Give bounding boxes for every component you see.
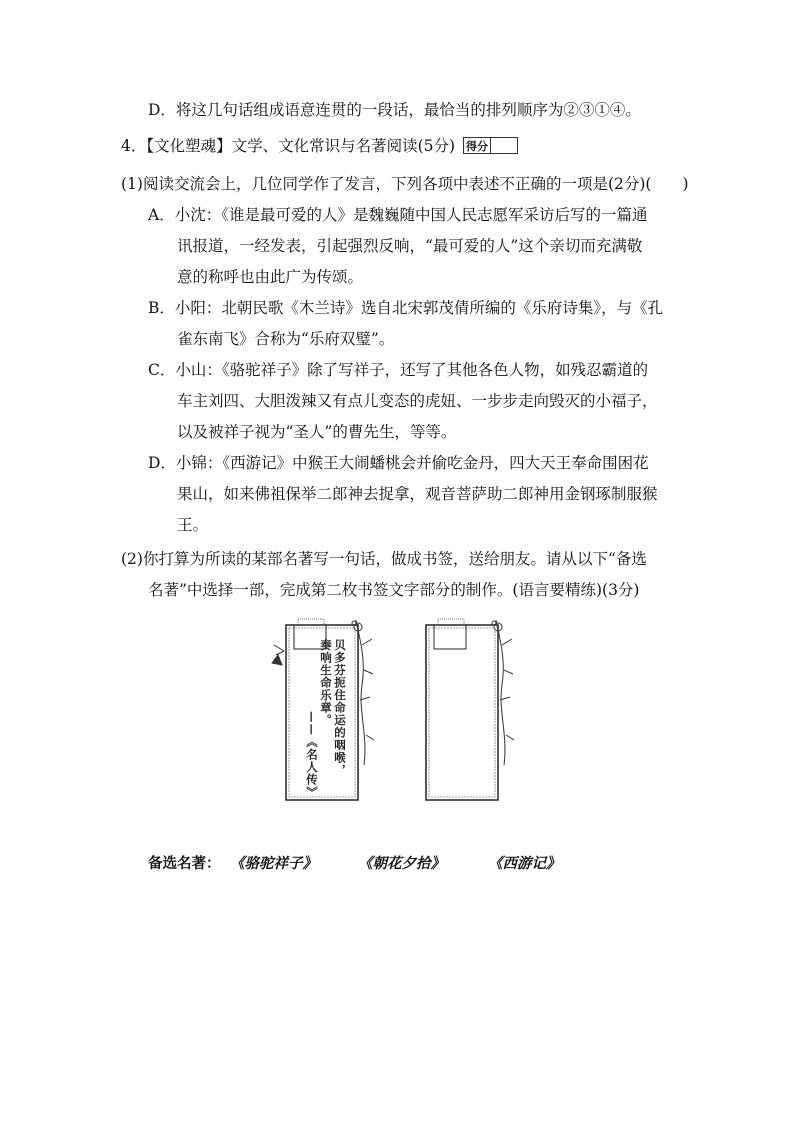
score-blank[interactable] bbox=[491, 138, 517, 153]
q4-2-line-2: 名著”中选择一部，完成第二枚书签文字部分的制作。(语言要精练)(3分) bbox=[148, 581, 640, 599]
candidate-book-2: 《朝花夕拾》 bbox=[358, 855, 445, 872]
bookmark-source: ——《名人传》 bbox=[305, 711, 319, 799]
candidate-book-1: 《骆驼祥子》 bbox=[230, 855, 317, 872]
option-d-line-3: 王。 bbox=[177, 516, 209, 534]
option-a-line-3: 意的称呼也由此广为传颂。 bbox=[177, 268, 364, 286]
candidate-book-3: 《西游记》 bbox=[488, 855, 561, 872]
option-c-line-3: 以及被祥子视为“圣人”的曹先生，等等。 bbox=[177, 423, 457, 441]
score-label: 得分 bbox=[464, 138, 491, 153]
q3-option-d: D．将这几句话组成语意连贯的一段话，最恰当的排列顺序为②③①④。 bbox=[148, 101, 641, 119]
option-a-line-1: A．小沈：《谁是最可爱的人》是魏巍随中国人民志愿军采访后写的一篇通 bbox=[148, 206, 648, 224]
q4-1-stem: (1)阅读交流会上，几位同学作了发言，下列各项中表述不正确的一项是(2分)( ) bbox=[121, 175, 689, 193]
bookmark-quote-line-2: 奏响生命乐章。 bbox=[319, 639, 333, 727]
option-d-line-2: 果山，如来佛祖保举二郎神去捉拿，观音菩萨助二郎神用金钢琢制服猴 bbox=[177, 485, 658, 503]
score-box bbox=[463, 137, 518, 154]
q4-header: 4．【文化塑魂】文学、文化常识与名著阅读(5分) bbox=[121, 137, 456, 155]
option-b-line-2: 雀东南飞》合称为“乐府双璧”。 bbox=[177, 330, 395, 348]
option-a-line-2: 讯报道，一经发表，引起强烈反响，“最可爱的人”这个亲切而充满敬 bbox=[177, 237, 643, 255]
option-c-line-1: C．小山：《骆驼祥子》除了写祥子，还写了其他各色人物，如残忍霸道的 bbox=[148, 361, 649, 379]
bookmark-blank[interactable] bbox=[412, 615, 522, 805]
option-b-line-1: B．小阳：北朝民歌《木兰诗》选自北宋郭茂倩所编的《乐府诗集》，与《孔 bbox=[148, 299, 664, 317]
q4-2-line-1: (2)你打算为所读的某部名著写一句话，做成书签，送给朋友。请从以下“备选 bbox=[121, 550, 647, 568]
option-c-line-2: 车主刘四、大胆泼辣又有点儿变态的虎妞、一步步走向毁灭的小福子， bbox=[177, 392, 658, 410]
bookmark-frame-icon bbox=[412, 615, 522, 805]
candidates-label: 备选名著： bbox=[148, 855, 221, 872]
bookmark-quote-line-1: 贝多芬扼住命运的咽喉， bbox=[333, 639, 347, 777]
option-d-line-1: D．小锦：《西游记》中猴王大闹蟠桃会并偷吃金丹，四大天王奉命围困花 bbox=[148, 454, 649, 472]
bookmark-example bbox=[268, 615, 378, 805]
